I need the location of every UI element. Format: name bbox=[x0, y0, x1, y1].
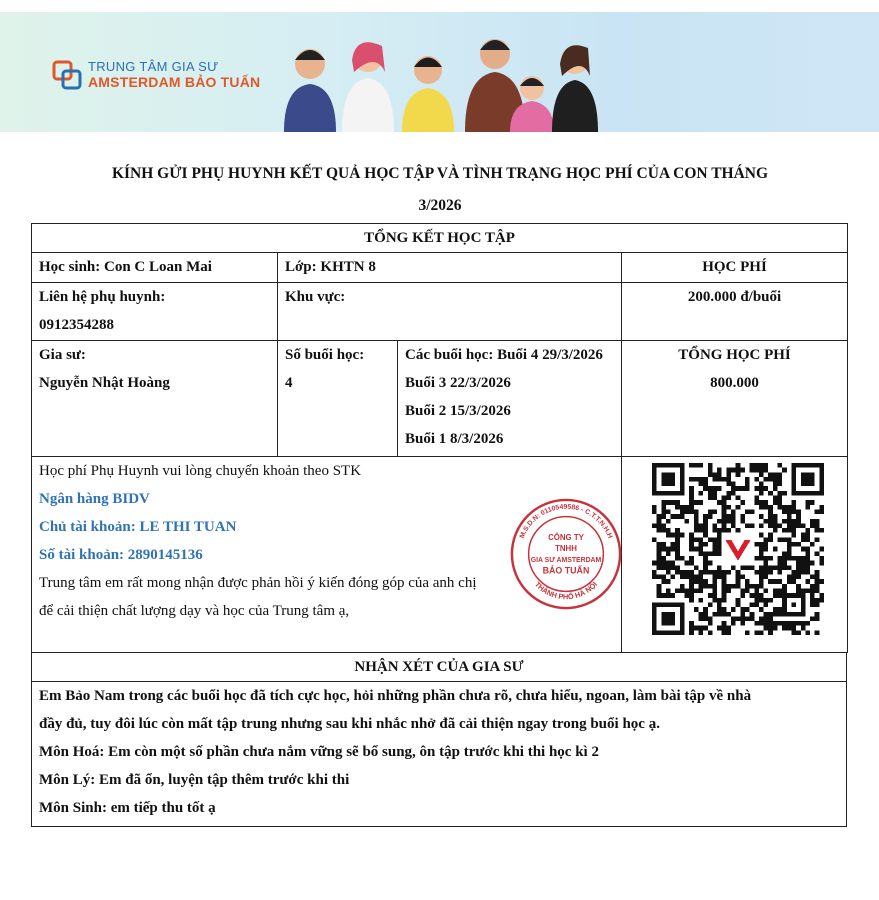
account-number: Số tài khoản: 2890145136 bbox=[39, 547, 203, 563]
total-fee-label: TỔNG HỌC PHÍ bbox=[678, 347, 791, 363]
sessions-value: 4 bbox=[285, 375, 293, 391]
session-list-cell bbox=[398, 341, 622, 457]
center-name-line2: AMSTERDAM BẢO TUẤN bbox=[88, 74, 261, 90]
review-line: Môn Lý: Em đã ổn, luyện tập thêm trước khi thi bbox=[39, 772, 350, 788]
fee-per-session: 200.000 đ/buổi bbox=[622, 283, 848, 341]
session-item: Các buổi học: Buổi 4 29/3/2026 bbox=[405, 347, 603, 363]
stamp-line2: TNHH bbox=[555, 544, 577, 554]
sessions-count-cell bbox=[278, 341, 398, 457]
bank-name: Ngân hàng BIDV bbox=[39, 491, 150, 507]
fee-header: HỌC PHÍ bbox=[622, 253, 848, 283]
feedback-line-1: Trung tâm em rất mong nhận được phản hồi ý kiến đóng góp của anh chị bbox=[39, 575, 477, 591]
qr-code-image bbox=[652, 463, 824, 635]
payment-instruction: Học phí Phụ Huynh vui lòng chuyển khoản theo STK bbox=[39, 463, 362, 479]
parent-contact-cell bbox=[32, 283, 278, 341]
header-banner bbox=[0, 12, 879, 132]
session-item: Buổi 2 15/3/2026 bbox=[405, 403, 511, 419]
session-item: Buổi 3 22/3/2026 bbox=[405, 375, 511, 391]
total-fee-cell bbox=[622, 341, 848, 457]
stamp-line3: GIA SƯ AMSTERDAM bbox=[530, 556, 602, 564]
review-line: Môn Hoá: Em còn một số phần chưa nắm vững sẽ bổ sung, ôn tập trước khi thi học kì 2 bbox=[39, 744, 599, 760]
tutor-label: Gia sư: bbox=[39, 347, 86, 363]
session-item: Buổi 1 8/3/2026 bbox=[405, 431, 504, 447]
stamp-line1: CÔNG TY bbox=[548, 533, 584, 543]
tutor-review-table bbox=[31, 652, 847, 827]
tutor-name: Nguyễn Nhật Hoàng bbox=[39, 375, 170, 391]
stamp-bottom-text: THÀNH PHỐ HÀ NỘI bbox=[532, 579, 600, 602]
sessions-label: Số buổi học: bbox=[285, 347, 365, 363]
account-holder: Chủ tài khoản: LE THI TUAN bbox=[39, 519, 237, 535]
tutor-cell bbox=[32, 341, 278, 457]
center-name-line1: TRUNG TÂM GIA SƯ bbox=[88, 59, 219, 74]
review-heading: NHẬN XÉT CỦA GIA SƯ bbox=[32, 653, 847, 682]
summary-table bbox=[31, 223, 848, 653]
total-fee-value: 800.000 bbox=[710, 375, 759, 391]
center-logo-icon bbox=[52, 60, 82, 90]
student-name: Học sinh: Con C Loan Mai bbox=[32, 253, 278, 283]
family-photo-illustration bbox=[270, 12, 610, 132]
stamp-line4: BẢO TUẤN bbox=[542, 565, 590, 576]
review-line: đầy đủ, tuy đôi lúc còn mất tập trung nhưng sau khi nhắc nhở đã cải thiện ngay trong buổi học ạ. bbox=[39, 716, 660, 732]
company-seal-stamp bbox=[507, 495, 625, 613]
summary-heading: TỔNG KẾT HỌC TẬP bbox=[32, 224, 848, 253]
stamp-ring-text: M.S.D.N: 0110549586 - C.T.T.N.H.H bbox=[518, 503, 614, 540]
review-line: Môn Sinh: em tiếp thu tốt ạ bbox=[39, 800, 216, 816]
page-title bbox=[60, 158, 820, 222]
area-label: Khu vực: bbox=[278, 283, 622, 341]
class-name: Lớp: KHTN 8 bbox=[278, 253, 622, 283]
parent-contact-value: 0912354288 bbox=[39, 317, 114, 333]
feedback-line-2: để cải thiện chất lượng dạy và học của Trung tâm ạ, bbox=[39, 603, 350, 619]
title-line-2: 3/2026 bbox=[418, 197, 462, 214]
review-line: Em Bảo Nam trong các buổi học đã tích cực học, hỏi những phần chưa rõ, chưa hiểu, ngoan, làm bài tập về nhà bbox=[39, 688, 752, 704]
title-line-1: KÍNH GỬI PHỤ HUYNH KẾT QUẢ HỌC TẬP VÀ TÌNH TRẠNG HỌC PHÍ CỦA CON THÁNG bbox=[111, 165, 769, 182]
review-body bbox=[32, 682, 847, 827]
payment-info-cell bbox=[32, 457, 622, 653]
qr-code-cell bbox=[622, 457, 848, 653]
parent-contact-label: Liên hệ phụ huynh: bbox=[39, 289, 166, 305]
